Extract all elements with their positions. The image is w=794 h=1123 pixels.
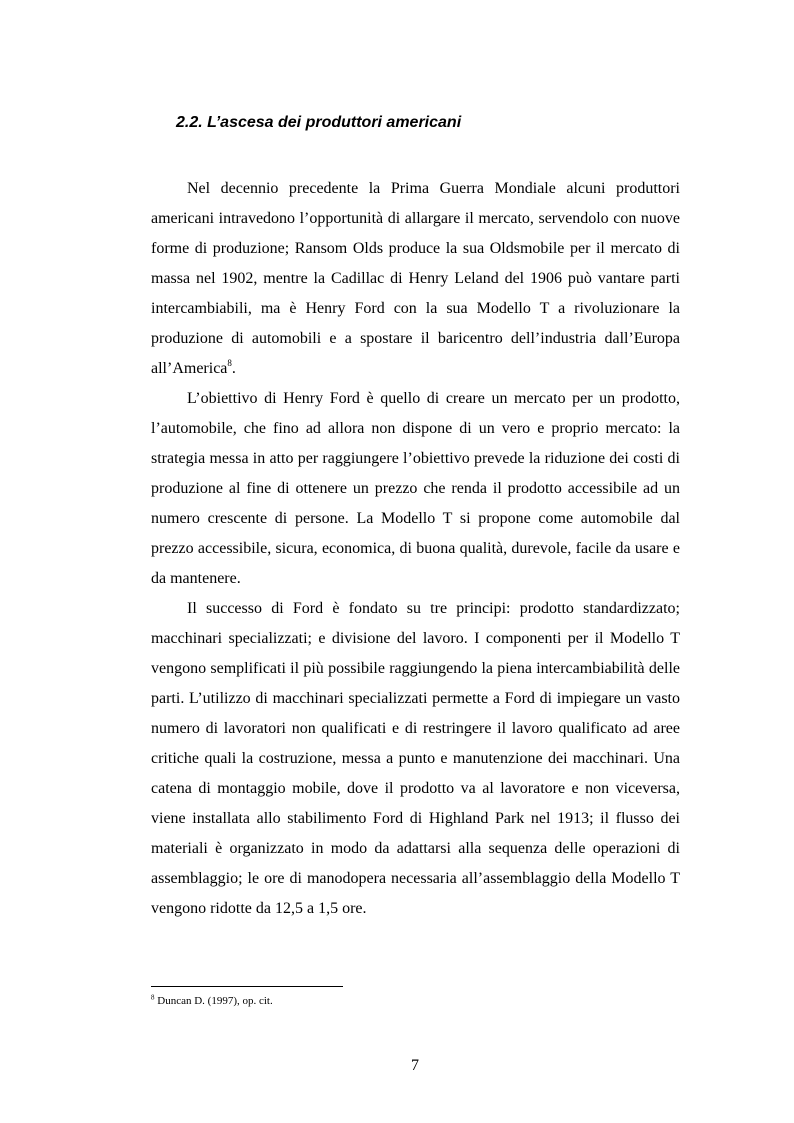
paragraph: L’obiettivo di Henry Ford è quello di creare un mercato per un prodotto, l’automobile, che fino ad allora non dispone di un vero e proprio mercato: la strategia messa in atto per raggiungere l’obiettivo prevede la riduzione dei costi di produzione al fine di ottenere un prezzo che renda il prodotto accessibile ad un numero crescente di persone. La Modello T si propone come automobile dal prezzo accessibile, sicura, economica, di buona qualità, durevole, facile da usare e da mantenere. [151,390,680,587]
body-text [151,174,680,924]
footnote-text: Duncan D. (1997), op. cit. [154,995,273,1007]
paragraph-text: Nel decennio precedente la Prima Guerra Mondiale alcuni produttori americani intravedono l’opportunità di allargare il mercato, servendolo con nuove forme di produzione; Ransom Olds produce la sua Oldsmobile per il mercato di massa nel 1902, mentre la Cadillac di Henry Leland del 1906 può vantare parti intercambiabili, ma è Henry Ford con la sua Modello T a rivoluzionare la produzione di automobili e a spostare il baricentro dell’industria dall’Europa all’America [151,180,680,377]
footnote-reference: 8 [227,357,232,368]
footnote-marker: 8 [151,993,155,1002]
footnote-divider [151,986,343,987]
page-number: 7 [411,1057,419,1074]
section-title: 2.2. L’ascesa dei produttori americani [176,114,462,131]
footnote [151,994,273,1008]
paragraph [151,174,680,384]
paragraph: Il successo di Ford è fondato su tre principi: prodotto standardizzato; macchinari specializzati; e divisione del lavoro. I componenti per il Modello T vengono semplificati il più possibile raggiungendo la piena intercambiabilità delle parti. L’utilizzo di macchinari specializzati permette a Ford di impiegare un vasto numero di lavoratori non qualificati e di restringere il lavoro qualificato ad aree critiche quali la costruzione, messa a punto e manutenzione dei macchinari. Una catena di montaggio mobile, dove il prodotto va al lavoratore e non viceversa, viene installata allo stabilimento Ford di Highland Park nel 1913; il flusso dei materiali è organizzato in modo da adattarsi alla sequenza delle operazioni di assemblaggio; le ore di manodopera necessaria all’assemblaggio della Modello T vengono ridotte da 12,5 a 1,5 ore. [151,600,680,917]
paragraph-text-end: . [231,360,236,377]
